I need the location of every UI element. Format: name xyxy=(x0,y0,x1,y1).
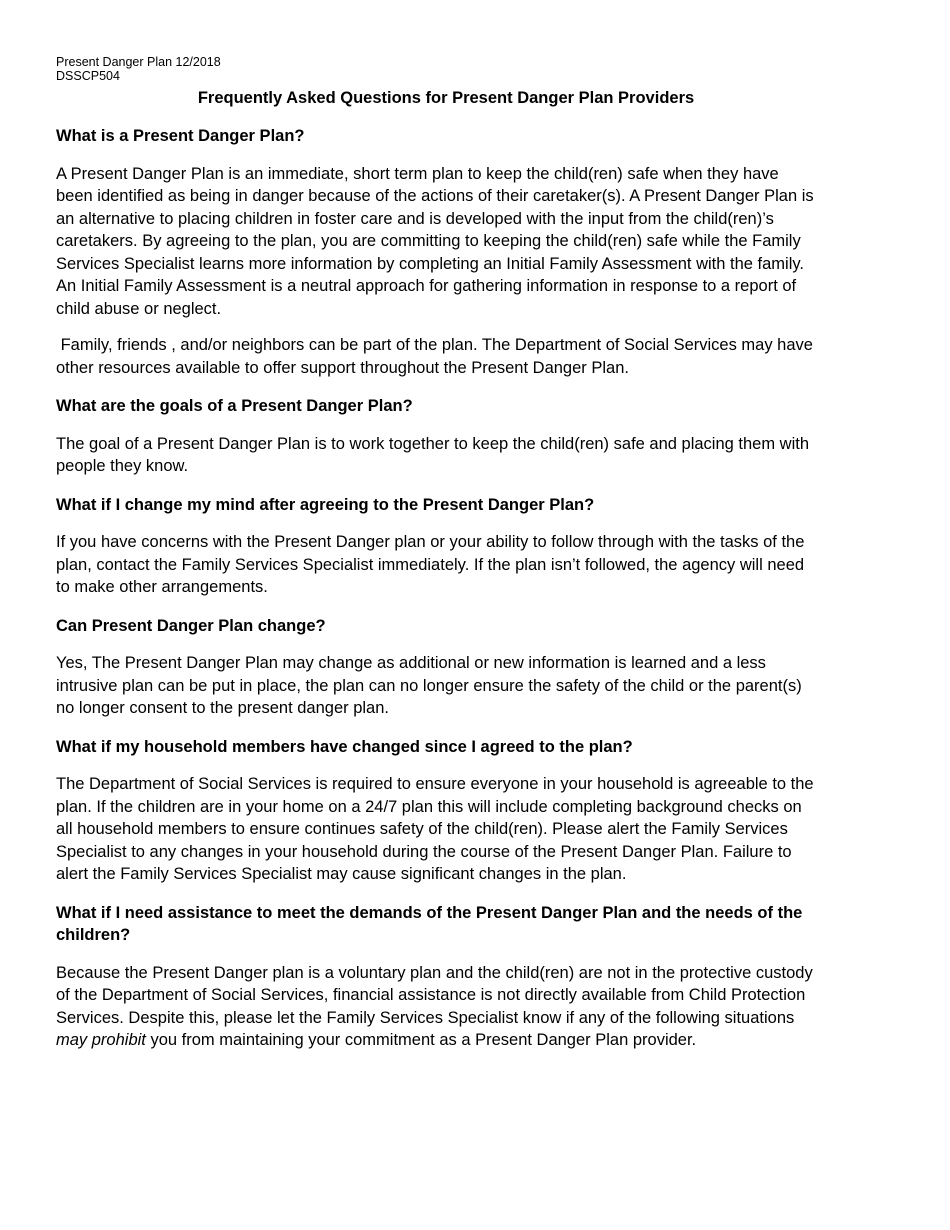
answer-text-after: you from maintaining your commitment as a Present Danger Plan provider. xyxy=(145,1031,697,1049)
faq-item-2 xyxy=(56,395,816,478)
faq-answer-paragraph: The goal of a Present Danger Plan is to work together to keep the child(ren) safe and placing them with people they know. xyxy=(56,434,810,475)
faq-question: What if I need assistance to meet the demands of the Present Danger Plan and the needs of the children? xyxy=(56,903,803,944)
document-title: Frequently Asked Questions for Present Danger Plan Providers xyxy=(197,89,695,107)
form-code: DSSCP504 xyxy=(56,69,120,83)
answer-text-emphasis: may prohibit xyxy=(56,1031,146,1049)
faq-question: Can Present Danger Plan change? xyxy=(56,616,326,635)
faq-answer-paragraph xyxy=(56,962,816,1052)
faq-question: What if I change my mind after agreeing to the Present Danger Plan? xyxy=(56,495,595,514)
document-page xyxy=(56,55,816,1052)
answer-text-before: Because the Present Danger plan is a voluntary plan and the child(ren) are not in the protective custody of the Department of Social Services, financial assistance is not directly available from Child Protection Services. Despite this, please let the Family Services Specialist know if any of the following situations xyxy=(56,963,813,1027)
faq-item-6 xyxy=(56,902,816,1052)
faq-item-5 xyxy=(56,736,816,886)
faq-answer-paragraph: Yes, The Present Danger Plan may change as additional or new information is learned and a less intrusive plan can be put in place, the plan can no longer ensure the safety of the child or the parent(s) no longer consent to the present danger plan. xyxy=(56,654,802,717)
faq-question: What are the goals of a Present Danger Plan? xyxy=(56,397,413,415)
faq-question: What if my household members have changed since I agreed to the plan? xyxy=(56,737,633,756)
form-name-date: Present Danger Plan 12/2018 xyxy=(56,55,221,69)
faq-item-4 xyxy=(56,615,816,720)
faq-answer-paragraph: If you have concerns with the Present Danger plan or your ability to follow through with the tasks of the plan, contact the Family Services Specialist immediately. If the plan isn’t followed, the agency will need to make other arrangements. xyxy=(56,533,805,596)
faq-item-1 xyxy=(56,125,816,379)
faq-item-3 xyxy=(56,494,816,599)
faq-answer-paragraph: The Department of Social Services is required to ensure everyone in your household is agreeable to the plan. If the children are in your home on a 24/7 plan this will include completing background checks on all household members to ensure continues safety of the child(ren). Please alert the Family Services Specialist to any changes in your household during the course of the Present Danger Plan. Failure to alert the Family Services Specialist may cause significant changes in the plan. xyxy=(56,775,814,883)
faq-question: What is a Present Danger Plan? xyxy=(56,127,305,145)
faq-answer-paragraph: Family, friends , and/or neighbors can be part of the plan. The Department of Social Services may have other resources available to offer support throughout the Present Danger Plan. xyxy=(56,336,818,377)
faq-answer-paragraph: A Present Danger Plan is an immediate, short term plan to keep the child(ren) safe when they have been identified as being in danger because of the actions of their caretaker(s). A Present Danger Plan is an alternative to placing children in foster care and is developed with the input from the child(ren)’s caretakers. By agreeing to the plan, you are committing to keeping the child(ren) safe while the Family Services Specialist learns more information by completing an Initial Family Assessment with the family. An Initial Family Assessment is a neutral approach for gathering information in response to a report of child abuse or neglect. xyxy=(56,164,814,318)
